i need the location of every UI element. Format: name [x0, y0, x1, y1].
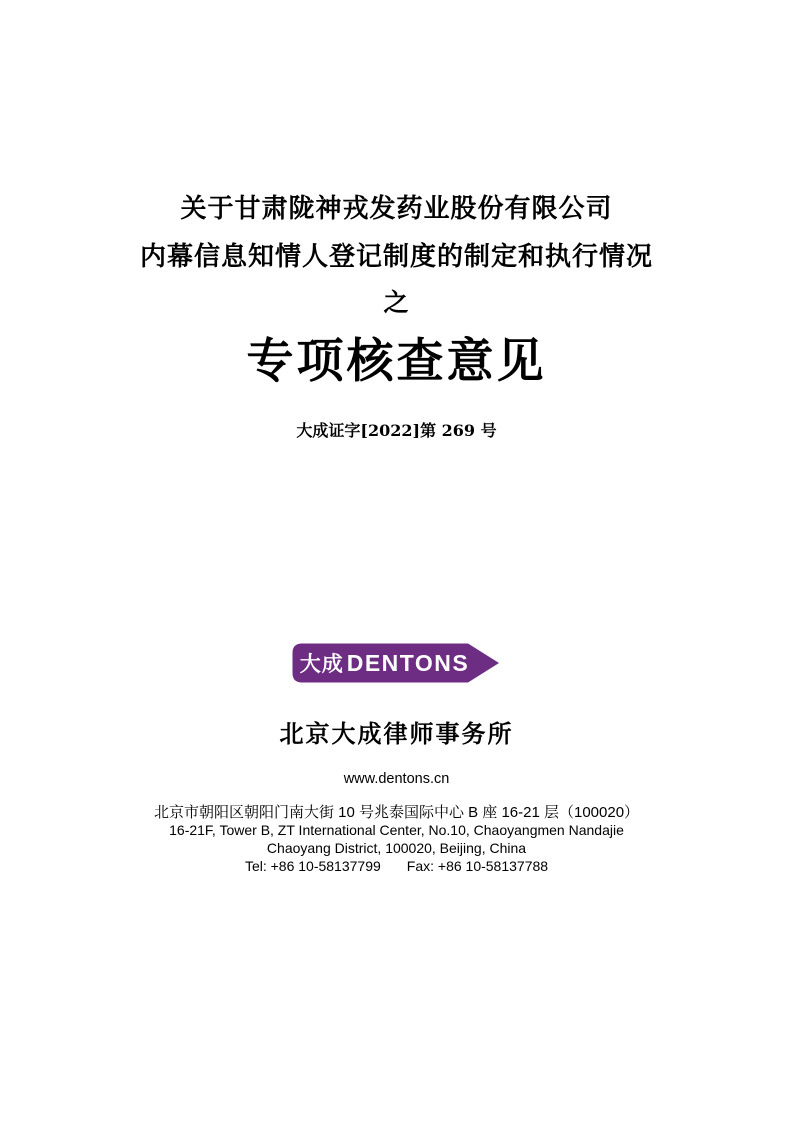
firm-fax: Fax: +86 10-58137788 — [406, 858, 549, 874]
logo-text — [292, 643, 477, 683]
firm-address-english-line2: Chaoyang District, 100020, Beijing, China — [266, 840, 527, 856]
title-connector: 之 — [383, 288, 410, 317]
firm-contact-line — [0, 858, 793, 874]
logo-chinese-wordmark: 大成 — [299, 653, 344, 676]
document-title-line2: 内幕信息知情人登记制度的制定和执行情况 — [139, 242, 653, 272]
firm-website-link[interactable]: www.dentons.cn — [343, 771, 450, 787]
firm-telephone: Tel: +86 10-58137799 — [244, 858, 381, 874]
firm-address-chinese: 北京市朝阳区朝阳门南大街 10 号兆泰国际中心 B 座 16-21 层（100020） — [153, 804, 640, 821]
logo-english-wordmark: DENTONS — [346, 649, 470, 676]
document-title-line1: 关于甘肃陇神戎发药业股份有限公司 — [180, 194, 613, 224]
dentons-logo — [292, 643, 500, 683]
reference-number: 大成证字[2022]第 269 号 — [296, 421, 497, 440]
firm-address-english-line1: 16-21F, Tower B, ZT International Center, No.10, Chaoyangmen Nandajie — [169, 822, 624, 838]
firm-name: 北京大成律师事务所 — [279, 719, 514, 748]
main-title: 专项核查意见 — [246, 334, 547, 389]
